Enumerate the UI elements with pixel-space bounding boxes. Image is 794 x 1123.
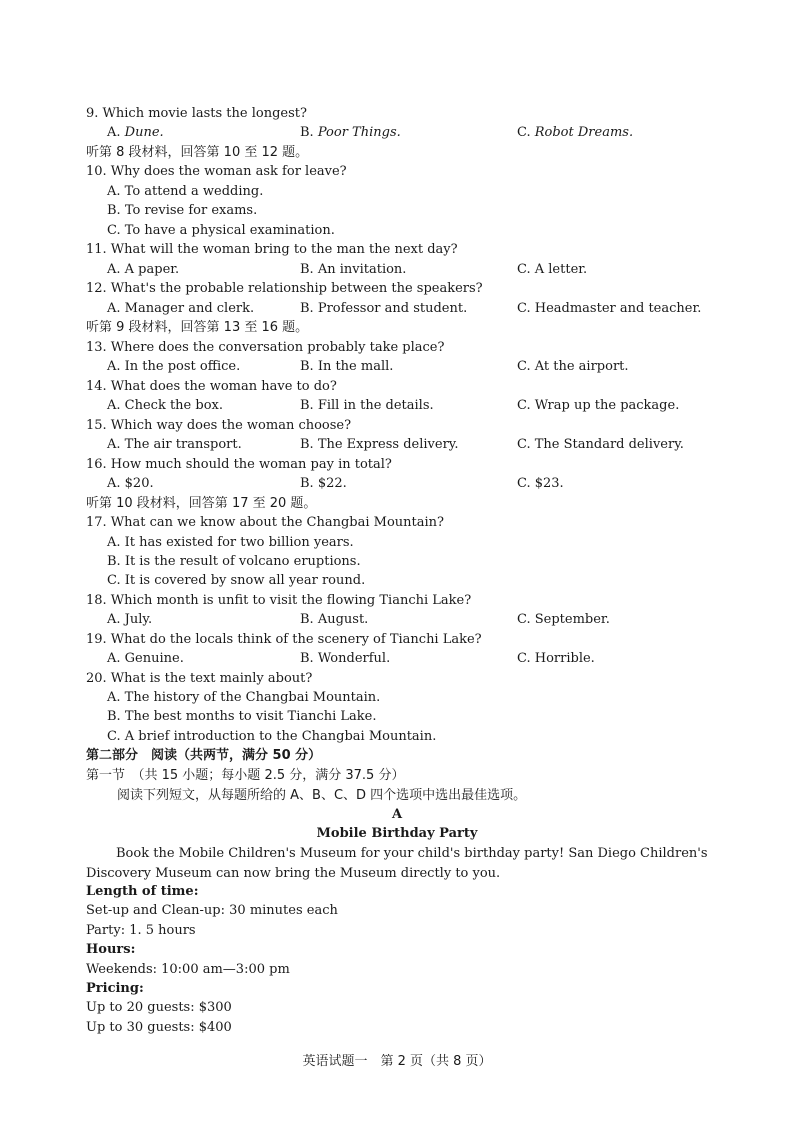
question-9-stem: 9. Which movie lasts the longest? [86,106,307,121]
question-13-option-c: C. At the airport. [517,359,629,374]
question-11-option-b: B. An invitation. [300,262,407,277]
question-15-option-c: C. The Standard delivery. [517,437,684,452]
pricing-heading: Pricing: [86,981,144,996]
passage-title: Mobile Birthday Party [316,826,478,841]
question-10-option-a: A. To attend a wedding. [107,184,264,199]
question-17-option-a: A. It has existed for two billion years. [107,535,354,550]
reading-instruction: 阅读下列短文，从每题所给的 A、B、C、D 四个选项中选出最佳选项。 [117,788,527,803]
question-18-stem: 18. Which month is unfit to visit the flowing Tianchi Lake? [86,593,472,608]
price-30-guests: Up to 30 guests: $400 [86,1020,232,1035]
passage-9-instruction: 听第 9 段材料，回答第 13 至 16 题。 [86,320,309,335]
section-1-heading: 第一节 （共 15 小题；每小题 2.5 分，满分 37.5 分） [86,768,405,783]
question-19-option-b: B. Wonderful. [300,651,391,666]
question-20-stem: 20. What is the text mainly about? [86,671,313,686]
question-19-option-c: C. Horrible. [517,651,595,666]
question-14-option-a: A. Check the box. [107,398,223,413]
question-17-option-c: C. It is covered by snow all year round. [107,573,366,588]
question-10-option-c: C. To have a physical examination. [107,223,335,238]
passage-letter: A [391,807,403,822]
page-footer: 英语试题一 第 2 页（共 8 页） [302,1054,492,1069]
question-18-option-a: A. July. [107,612,153,627]
question-9-option-c: C. Robot Dreams. [517,125,634,140]
question-15-option-a: A. The air transport. [107,437,242,452]
question-12-option-a: A. Manager and clerk. [107,301,255,316]
question-18-option-b: B. August. [300,612,369,627]
question-12-option-c: C. Headmaster and teacher. [517,301,702,316]
question-9-option-b: B. Poor Things. [300,125,401,140]
part-2-heading: 第二部分 阅读（共两节，满分 50 分） [86,748,322,763]
question-13-option-a: A. In the post office. [107,359,241,374]
question-17-option-b: B. It is the result of volcano eruptions. [107,554,361,569]
question-9-option-a: A. Dune. [107,125,164,140]
question-10-stem: 10. Why does the woman ask for leave? [86,164,347,179]
weekends-line: Weekends: 10:00 am—3:00 pm [86,962,290,977]
price-20-guests: Up to 20 guests: $300 [86,1000,232,1015]
question-19-option-a: A. Genuine. [107,651,184,666]
question-16-stem: 16. How much should the woman pay in total? [86,457,392,472]
question-16-option-a: A. $20. [107,476,154,491]
question-13-option-b: B. In the mall. [300,359,394,374]
question-12-stem: 12. What's the probable relationship between the speakers? [86,281,483,296]
length-heading: Length of time: [86,884,199,899]
question-20-option-c: C. A brief introduction to the Changbai Mountain. [107,729,437,744]
question-14-option-c: C. Wrap up the package. [517,398,680,413]
question-15-option-b: B. The Express delivery. [300,437,459,452]
passage-10-instruction: 听第 10 段材料，回答第 17 至 20 题。 [86,496,317,511]
setup-line: Set-up and Clean-up: 30 minutes each [86,903,338,918]
passage-intro: Book the Mobile Children's Museum for your child's birthday party! San Diego Children's Discovery Museum can now bring the Museum directly to you. [86,846,708,881]
question-16-option-b: B. $22. [300,476,347,491]
question-18-option-c: C. September. [517,612,610,627]
question-13-stem: 13. Where does the conversation probably take place? [86,340,445,355]
question-20-option-a: A. The history of the Changbai Mountain. [107,690,381,705]
question-11-option-c: C. A letter. [517,262,588,277]
question-10-option-b: B. To revise for exams. [107,203,258,218]
question-15-stem: 15. Which way does the woman choose? [86,418,352,433]
question-12-option-b: B. Professor and student. [300,301,468,316]
question-14-stem: 14. What does the woman have to do? [86,379,337,394]
question-11-option-a: A. A paper. [107,262,180,277]
party-line: Party: 1. 5 hours [86,923,196,938]
hours-heading: Hours: [86,942,136,957]
passage-8-instruction: 听第 8 段材料，回答第 10 至 12 题。 [86,145,309,160]
question-14-option-b: B. Fill in the details. [300,398,434,413]
question-17-stem: 17. What can we know about the Changbai Mountain? [86,515,445,530]
question-16-option-c: C. $23. [517,476,564,491]
question-11-stem: 11. What will the woman bring to the man the next day? [86,242,458,257]
question-19-stem: 19. What do the locals think of the scenery of Tianchi Lake? [86,632,482,647]
question-20-option-b: B. The best months to visit Tianchi Lake. [107,709,377,724]
